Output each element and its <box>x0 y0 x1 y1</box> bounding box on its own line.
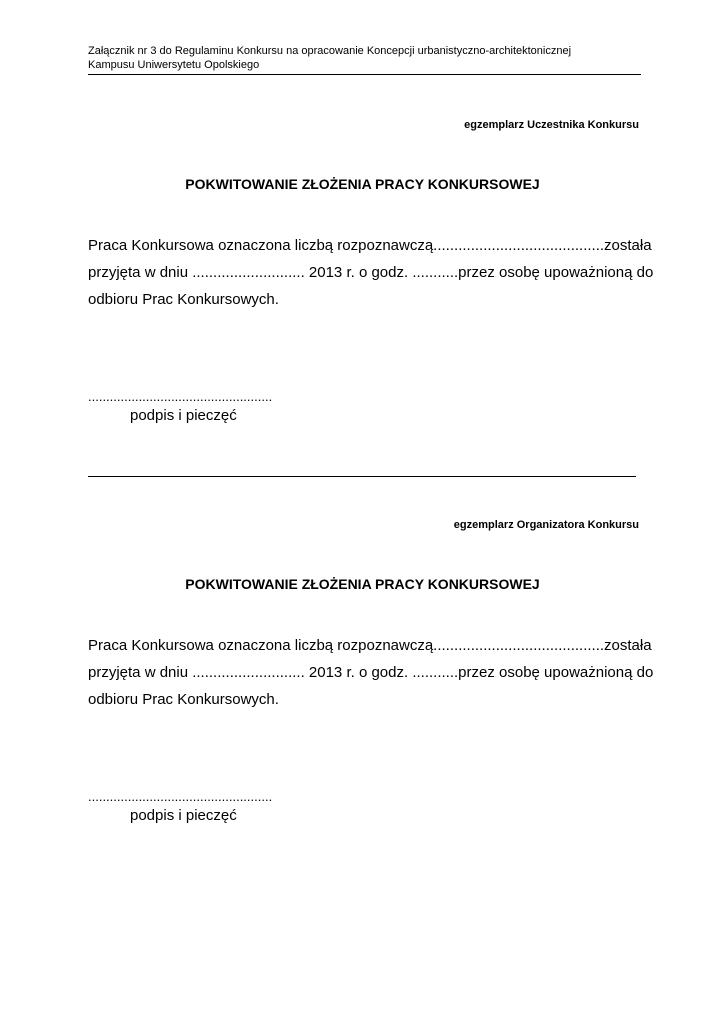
document-header <box>88 44 641 75</box>
copy-label-participant: egzemplarz Uczestnika Konkursu <box>464 119 639 131</box>
receipt-body-line-1: Praca Konkursowa oznaczona liczbą rozpoznawczą.........................................została <box>88 237 652 254</box>
signature-dots-participant: ................................................... <box>88 389 273 404</box>
receipt-title-organizer: POKWITOWANIE ZŁOŻENIA PRACY KONKURSOWEJ <box>185 576 540 592</box>
signature-label-organizer: podpis i pieczęć <box>130 807 237 824</box>
signature-dots-organizer: ................................................... <box>88 789 273 804</box>
signature-label-participant: podpis i pieczęć <box>130 407 237 424</box>
receipt-body-line-2: przyjęta w dniu ........................... 2013 r. o godz. ...........przez osobę upoważnioną do <box>88 264 654 281</box>
receipt-title-participant: POKWITOWANIE ZŁOŻENIA PRACY KONKURSOWEJ <box>185 176 540 192</box>
copy-label-organizer: egzemplarz Organizatora Konkursu <box>453 519 639 531</box>
header-line-1: Załącznik nr 3 do Regulaminu Konkursu na opracowanie Koncepcji urbanistyczno-architektonicznej <box>88 45 572 57</box>
receipt-body-line-3: odbioru Prac Konkursowych. <box>88 291 279 308</box>
receipt-body-organizer <box>88 632 654 713</box>
receipt-body-participant <box>88 232 654 313</box>
header-line-2: Kampusu Uniwersytetu Opolskiego <box>88 59 260 71</box>
receipt-body-line-3: odbioru Prac Konkursowych. <box>88 691 279 708</box>
receipt-body-line-1: Praca Konkursowa oznaczona liczbą rozpoznawczą.........................................została <box>88 637 652 654</box>
receipt-body-line-2: przyjęta w dniu ........................... 2013 r. o godz. ...........przez osobę upoważnioną do <box>88 664 654 681</box>
section-separator <box>88 476 636 477</box>
